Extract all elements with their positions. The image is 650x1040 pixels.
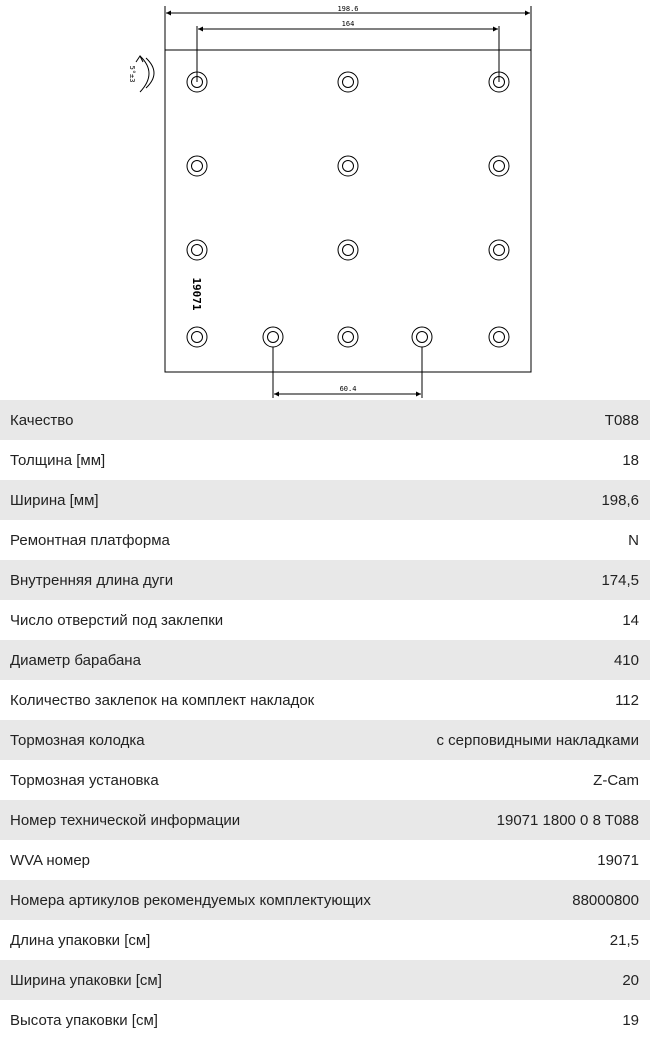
spec-value: Z-Cam — [593, 771, 639, 789]
spec-value: 21,5 — [609, 931, 639, 949]
part-marking: 19071 — [190, 277, 203, 311]
rivet-hole — [187, 327, 207, 347]
spec-row-width — [0, 480, 650, 520]
spec-value: 410 — [613, 651, 639, 669]
spec-row-package-length — [0, 920, 650, 960]
spec-label: Число отверстий под заклепки — [10, 611, 224, 629]
dimension-hole-span — [197, 20, 499, 82]
spec-row-rivet-holes — [0, 600, 650, 640]
spec-value: 18 — [622, 451, 639, 469]
rivet-hole — [263, 327, 283, 347]
rivet-hole — [489, 240, 509, 260]
spec-value: 20 — [622, 971, 639, 989]
spec-row-repair-platform — [0, 520, 650, 560]
spec-row-tech-info-number — [0, 800, 650, 840]
spec-value: N — [628, 531, 639, 549]
rivet-hole — [338, 327, 358, 347]
spec-label: Ширина упаковки [см] — [10, 971, 162, 989]
rivet-hole — [489, 156, 509, 176]
spec-label: Внутренняя длина дуги — [10, 571, 174, 589]
spec-label: Высота упаковки [см] — [10, 1011, 158, 1029]
spec-label: Диаметр барабана — [10, 651, 141, 669]
spec-value: 19071 — [597, 851, 639, 869]
spec-label: Ремонтная платформа — [10, 531, 170, 549]
spec-value: 198,6 — [601, 491, 639, 509]
spec-value: 14 — [622, 611, 639, 629]
spec-label: Тормозная установка — [10, 771, 159, 789]
specifications-table — [0, 400, 650, 1040]
spec-label: Количество заклепок на комплект накладок — [10, 691, 315, 709]
angle-label: 5°±3 — [128, 65, 136, 83]
dim-bottom-spacing-label: 60.4 — [339, 385, 357, 393]
rivet-hole — [412, 327, 432, 347]
dim-overall-width-label: 198.6 — [337, 5, 359, 13]
spec-value: 174,5 — [601, 571, 639, 589]
brake-lining-drawing — [0, 0, 650, 400]
rivet-holes — [187, 72, 509, 347]
lining-plate-outline — [165, 50, 531, 372]
spec-label: Длина упаковки [см] — [10, 931, 151, 949]
spec-value: 19 — [622, 1011, 639, 1029]
spec-row-package-width — [0, 960, 650, 1000]
spec-row-rivets-per-set — [0, 680, 650, 720]
rivet-hole — [338, 156, 358, 176]
spec-row-quality — [0, 400, 650, 440]
spec-value: 19071 1800 0 8 T088 — [496, 811, 639, 829]
angle-indicator — [128, 56, 154, 92]
rivet-hole — [489, 327, 509, 347]
spec-row-accessory-articles — [0, 880, 650, 920]
spec-label: Ширина [мм] — [10, 491, 99, 509]
spec-row-wva-number — [0, 840, 650, 880]
spec-row-arc-length — [0, 560, 650, 600]
dim-hole-span-label: 164 — [341, 20, 355, 28]
spec-row-brake-type — [0, 760, 650, 800]
spec-value: 112 — [615, 691, 639, 709]
rivet-hole — [338, 72, 358, 92]
rivet-hole — [187, 156, 207, 176]
spec-row-package-height — [0, 1000, 650, 1040]
spec-label: WVA номер — [10, 851, 91, 869]
rivet-hole — [187, 240, 207, 260]
spec-row-brake-shoe — [0, 720, 650, 760]
spec-label: Номера артикулов рекомендуемых комплектующих — [10, 891, 371, 909]
spec-value: с серповидными накладками — [436, 731, 639, 749]
spec-label: Номер технической информации — [10, 811, 241, 829]
spec-row-drum-diameter — [0, 640, 650, 680]
technical-drawing — [0, 0, 650, 400]
spec-value: T088 — [604, 411, 639, 429]
spec-label: Тормозная колодка — [10, 731, 145, 749]
spec-row-thickness — [0, 440, 650, 480]
rivet-hole — [338, 240, 358, 260]
spec-label: Качество — [10, 411, 74, 429]
spec-label: Толщина [мм] — [10, 451, 106, 469]
spec-value: 88000800 — [572, 891, 639, 909]
